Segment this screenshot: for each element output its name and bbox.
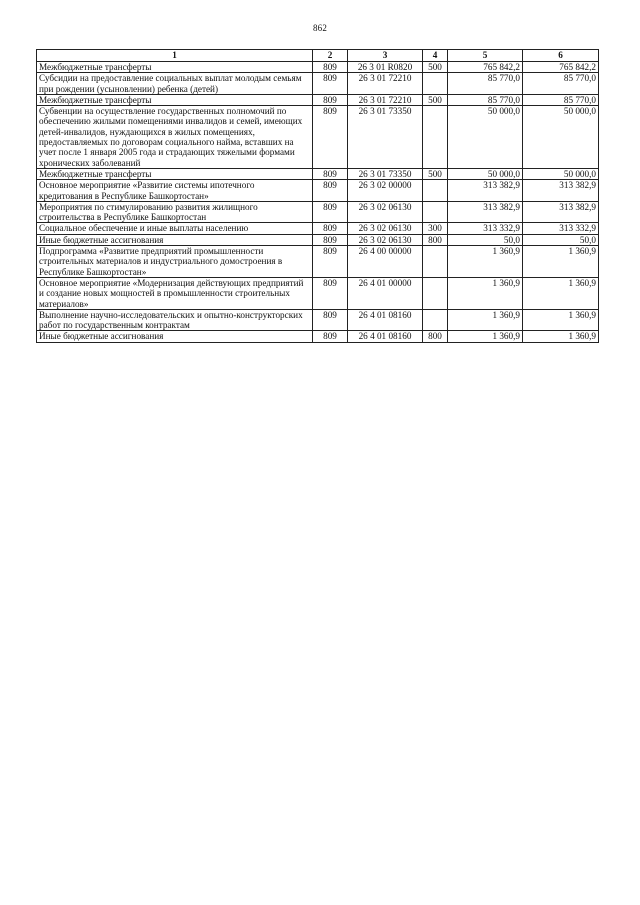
row-expense-type-cell: 500 [423, 94, 448, 105]
table-row [37, 94, 599, 105]
row-amount-2-cell: 1 360,9 [523, 309, 599, 331]
row-expense-type-cell [423, 277, 448, 309]
row-ministry-code-cell: 809 [313, 94, 348, 105]
table-row [37, 168, 599, 179]
row-name-cell: Субсидии на предоставление социальных выплат молодым семьям при рождении (усыновлении) ребенка (детей) [37, 73, 313, 95]
row-expense-type-cell: 300 [423, 223, 448, 234]
row-target-article-cell: 26 3 01 73350 [348, 168, 423, 179]
table-header [37, 50, 599, 62]
row-name-cell: Выполнение научно-исследовательских и опытно-конструкторских работ по государственным контрактам [37, 309, 313, 331]
header-col-6: 6 [523, 50, 599, 62]
row-name-cell: Мероприятия по стимулированию развития жилищного строительства в Республике Башкортостан [37, 201, 313, 223]
row-target-article-cell: 26 4 00 00000 [348, 246, 423, 278]
row-target-article-cell: 26 3 01 72210 [348, 94, 423, 105]
row-name-cell: Межбюджетные трансферты [37, 168, 313, 179]
table-row [37, 234, 599, 245]
row-amount-2-cell: 313 382,9 [523, 180, 599, 202]
row-ministry-code-cell: 809 [313, 246, 348, 278]
table-row [37, 331, 599, 342]
header-col-1: 1 [37, 50, 313, 62]
row-expense-type-cell [423, 73, 448, 95]
row-ministry-code-cell: 809 [313, 73, 348, 95]
row-amount-1-cell: 50,0 [448, 234, 523, 245]
table-row [37, 180, 599, 202]
row-amount-1-cell: 313 382,9 [448, 180, 523, 202]
row-expense-type-cell [423, 180, 448, 202]
row-ministry-code-cell: 809 [313, 234, 348, 245]
table-row [37, 73, 599, 95]
row-ministry-code-cell: 809 [313, 309, 348, 331]
row-target-article-cell: 26 3 02 06130 [348, 223, 423, 234]
header-col-5: 5 [448, 50, 523, 62]
header-col-3: 3 [348, 50, 423, 62]
row-ministry-code-cell: 809 [313, 106, 348, 169]
row-expense-type-cell [423, 246, 448, 278]
row-target-article-cell: 26 3 02 06130 [348, 234, 423, 245]
row-amount-1-cell: 313 382,9 [448, 201, 523, 223]
table-row [37, 106, 599, 169]
row-name-cell: Субвенции на осуществление государственных полномочий по обеспечению жилыми помещениями инвалидов и семей, имеющих детей-инвалидов, нуждающихся в жилых помещениях, предоставляемых по договорам социального найма, вставших на учет после 1 января 2005 года и страдающих тяжелыми формами хронических заболеваний [37, 106, 313, 169]
row-amount-2-cell: 1 360,9 [523, 277, 599, 309]
row-name-cell: Иные бюджетные ассигнования [37, 234, 313, 245]
row-amount-1-cell: 1 360,9 [448, 331, 523, 342]
header-col-4: 4 [423, 50, 448, 62]
row-ministry-code-cell: 809 [313, 201, 348, 223]
row-target-article-cell: 26 4 01 00000 [348, 277, 423, 309]
row-target-article-cell: 26 3 01 72210 [348, 73, 423, 95]
table-row [37, 277, 599, 309]
row-expense-type-cell [423, 201, 448, 223]
row-amount-1-cell: 1 360,9 [448, 309, 523, 331]
row-target-article-cell: 26 4 01 08160 [348, 331, 423, 342]
row-amount-1-cell: 50 000,0 [448, 106, 523, 169]
row-ministry-code-cell: 809 [313, 180, 348, 202]
row-amount-1-cell: 1 360,9 [448, 246, 523, 278]
row-target-article-cell: 26 4 01 08160 [348, 309, 423, 331]
row-expense-type-cell: 800 [423, 234, 448, 245]
row-name-cell: Иные бюджетные ассигнования [37, 331, 313, 342]
row-amount-2-cell: 1 360,9 [523, 331, 599, 342]
row-ministry-code-cell: 809 [313, 168, 348, 179]
row-expense-type-cell [423, 309, 448, 331]
row-amount-2-cell: 85 770,0 [523, 73, 599, 95]
table-row [37, 201, 599, 223]
row-amount-1-cell: 85 770,0 [448, 73, 523, 95]
row-amount-2-cell: 50 000,0 [523, 168, 599, 179]
row-ministry-code-cell: 809 [313, 331, 348, 342]
row-name-cell: Основное мероприятие «Развитие системы ипотечного кредитования в Республике Башкортостан» [37, 180, 313, 202]
table-row [37, 223, 599, 234]
row-amount-2-cell: 313 382,9 [523, 201, 599, 223]
row-amount-1-cell: 765 842,2 [448, 62, 523, 73]
row-target-article-cell: 26 3 02 00000 [348, 180, 423, 202]
row-amount-1-cell: 1 360,9 [448, 277, 523, 309]
row-name-cell: Межбюджетные трансферты [37, 94, 313, 105]
row-amount-2-cell: 85 770,0 [523, 94, 599, 105]
row-amount-2-cell: 50 000,0 [523, 106, 599, 169]
row-amount-1-cell: 313 332,9 [448, 223, 523, 234]
row-ministry-code-cell: 809 [313, 62, 348, 73]
row-target-article-cell: 26 3 01 R0820 [348, 62, 423, 73]
row-amount-2-cell: 50,0 [523, 234, 599, 245]
row-amount-1-cell: 50 000,0 [448, 168, 523, 179]
row-expense-type-cell: 800 [423, 331, 448, 342]
row-name-cell: Межбюджетные трансферты [37, 62, 313, 73]
row-name-cell: Подпрограмма «Развитие предприятий промышленности строительных материалов и индустриального домостроения в Республике Башкортостан» [37, 246, 313, 278]
table-row [37, 62, 599, 73]
table-body [37, 62, 599, 343]
row-target-article-cell: 26 3 01 73350 [348, 106, 423, 169]
row-amount-1-cell: 85 770,0 [448, 94, 523, 105]
row-target-article-cell: 26 3 02 06130 [348, 201, 423, 223]
row-ministry-code-cell: 809 [313, 223, 348, 234]
table-row [37, 246, 599, 278]
row-amount-2-cell: 313 332,9 [523, 223, 599, 234]
row-expense-type-cell: 500 [423, 62, 448, 73]
budget-table [36, 49, 599, 343]
row-name-cell: Основное мероприятие «Модернизация действующих предприятий и создание новых мощностей в промышленности строительных материалов» [37, 277, 313, 309]
row-amount-2-cell: 765 842,2 [523, 62, 599, 73]
row-name-cell: Социальное обеспечение и иные выплаты населению [37, 223, 313, 234]
page-number: 862 [312, 23, 328, 33]
row-expense-type-cell [423, 106, 448, 169]
row-ministry-code-cell: 809 [313, 277, 348, 309]
row-expense-type-cell: 500 [423, 168, 448, 179]
header-col-2: 2 [313, 50, 348, 62]
row-amount-2-cell: 1 360,9 [523, 246, 599, 278]
table-row [37, 309, 599, 331]
header-row [37, 50, 599, 62]
